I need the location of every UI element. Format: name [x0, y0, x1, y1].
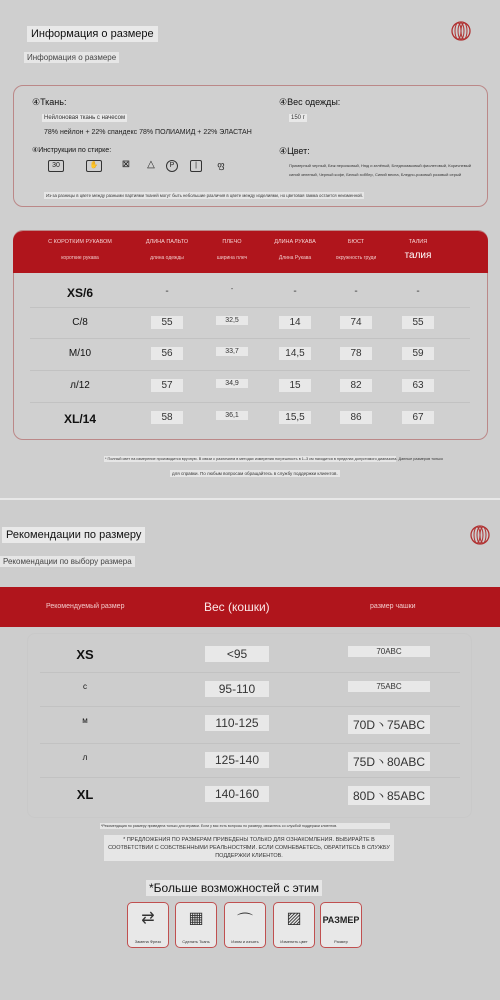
- table-header-4: БЮСТ: [347, 239, 365, 245]
- recommend-cup: 75ABC: [348, 681, 430, 692]
- table-cell: -: [293, 286, 297, 297]
- table-row-divider: [30, 307, 470, 308]
- table-cell: 56: [151, 347, 183, 360]
- table-row-size: XL/14: [63, 412, 96, 426]
- color-swatch-icon-glyph: ▨: [286, 910, 302, 927]
- table-cell: 86: [340, 411, 372, 424]
- table-cell: 14,5: [279, 347, 311, 360]
- drip-dry-icon: |: [190, 160, 202, 172]
- wash-30-icon: 30: [48, 160, 64, 172]
- no-tumble-dry-icon: ⊠: [121, 159, 131, 170]
- table-row-size: XS/6: [66, 286, 93, 300]
- table-cell: 36,1: [216, 411, 248, 420]
- fabric-label: ④Ткань:: [32, 97, 67, 107]
- table-subheader-4: окружность груди: [335, 255, 377, 261]
- table-row-divider: [30, 402, 470, 403]
- recommend-small-note: *Рекомендация по размеру приведена только для справки. Если у вас есть вопросы по размеру, свяжитесь со службой поддержки клиентов.: [100, 823, 390, 829]
- recommend-cup: 70D丶75ABC: [348, 715, 430, 734]
- table-cell: 33,7: [216, 347, 248, 356]
- table-subheader-0: короткие рукава: [61, 255, 99, 261]
- table-subheader-1: длина одежды: [150, 255, 184, 261]
- recommend-weight: <95: [205, 646, 269, 662]
- table-row-divider: [30, 370, 470, 371]
- table-cell: 34,9: [216, 379, 248, 388]
- table-row-size: M/10: [68, 348, 92, 359]
- table-header-3: ДЛИНА РУКАВА: [274, 239, 316, 245]
- table-cell: -: [165, 286, 169, 297]
- table-cell: -: [230, 286, 234, 293]
- recommend-weight: 140-160: [205, 786, 269, 802]
- recommend-weight: 125-140: [205, 752, 269, 768]
- recommend-title: Рекомендации по размеру: [2, 527, 145, 543]
- table-cell: 14: [279, 316, 311, 329]
- recommend-row-divider: [40, 706, 460, 707]
- fabric-swap-icon: [127, 902, 169, 948]
- table-cell: 67: [402, 411, 434, 424]
- recommend-cup: 75D丶80ABC: [348, 752, 430, 771]
- table-cell: -: [416, 286, 420, 297]
- recommend-size: с: [83, 682, 87, 691]
- table-row-size: C/8: [72, 317, 88, 328]
- table-cell: 57: [151, 379, 183, 392]
- coil-icon: [450, 20, 472, 42]
- bra-icon-caption: Изюм и изъять: [231, 939, 259, 944]
- bra-icon: [224, 902, 266, 948]
- no-bleach-icon: △: [147, 159, 155, 170]
- recommend-row-divider: [40, 777, 460, 778]
- recommend-size: м: [82, 716, 88, 725]
- recommend-warning: * ПРЕДЛОЖЕНИЯ ПО РАЗМЕРАМ ПРИВЕДЕНЫ ТОЛЬКО ДЛЯ ОЗНАКОМЛЕНИЯ. ВЫБИРАЙТЕ В СООТВЕТСТВИИ С СОБСТВЕННЫМИ РЕАЛЬНОСТЯМИ. ЕСЛИ СОМНЕВАЕТЕСЬ, ОБРАТИТЕСЬ В СЛУЖБУ ПОДДЕРЖКИ КЛИЕНТОВ.: [104, 835, 394, 861]
- size-icon-label: РАЗМЕР: [322, 915, 360, 925]
- weight-label: ④Вес одежды:: [279, 97, 341, 107]
- fabric-swap-icon-caption: Замена Фрезо: [134, 939, 162, 944]
- dry-clean-icon: P: [166, 160, 178, 172]
- fabric-swap-icon-glyph: ⇄: [141, 910, 155, 927]
- table-cell: 15,5: [279, 411, 311, 424]
- table-header-5: ТАЛИЯ: [408, 239, 428, 245]
- table-header-1: ДЛИНА ПАЛЬТО: [145, 239, 189, 245]
- iron-icon: ფ: [217, 160, 225, 170]
- color-swatch-icon-caption: Изменить цвет: [280, 939, 308, 944]
- hand-wash-icon: ✋: [86, 160, 102, 172]
- bra-icon-glyph: ⌒: [236, 913, 253, 930]
- size-footnote-2: для справки. По любым вопросам обращайтесь в службу поддержки клиентов.: [172, 471, 338, 476]
- size-info-title: Информация о размере: [27, 26, 158, 42]
- recommend-weight: 110-125: [205, 715, 269, 731]
- table-cell: 15: [279, 379, 311, 392]
- size-icon: [320, 902, 362, 948]
- recommend-cup: 80D丶85ABC: [348, 786, 430, 805]
- table-cell: 78: [340, 347, 372, 360]
- table-cell: 74: [340, 316, 372, 329]
- more-title: *Больше возможностей с этим: [146, 880, 322, 896]
- recommend-size: л: [82, 753, 88, 762]
- recommend-col3: размер чашки: [370, 603, 416, 610]
- table-cell: -: [354, 286, 358, 297]
- recommend-size: XL: [76, 787, 94, 802]
- recommend-col2: Вес (кошки): [204, 600, 270, 614]
- table-cell: 59: [402, 347, 434, 360]
- table-row-divider: [30, 338, 470, 339]
- recommend-cup: 70ABC: [348, 646, 430, 657]
- recommend-col1: Рекомендуемый размер: [46, 603, 125, 610]
- table-header-2: ПЛЕЧО: [222, 239, 242, 245]
- recommend-weight: 95-110: [205, 681, 269, 697]
- fabric-texture-icon: [175, 902, 217, 948]
- coil-icon: [469, 524, 491, 546]
- color-text: Примерный черный, Беж персиковый, Нюд и зелёный, Бледномаковый фиолетовый, Коричневый синий зеленый, Черный кофе, Белый хоббер, Синий весна, Бледно-розовый розовый серый: [289, 163, 472, 177]
- fabric-texture-icon-glyph: ▦: [188, 910, 204, 927]
- color-swatch-icon: [273, 902, 315, 948]
- recommend-row-divider: [40, 743, 460, 744]
- wash-label: ④Инструкции по стирке:: [32, 147, 112, 154]
- color-label: ④Цвет:: [279, 146, 310, 156]
- table-cell: 58: [151, 411, 183, 424]
- color-note: Из-за разницы в цвете между разными партиями тканей могут быть небольшие различия в цвете между изделиями, но цветовая гамма остается неизменной.: [46, 193, 363, 198]
- fabric-texture-icon-caption: Сделать Ткань: [182, 939, 210, 944]
- table-subheader-3: Длина Рукава: [278, 255, 312, 261]
- size-footnote-1: * Полный свет на измерение производится вручную. В связи с различием в методах измерения погрешность в 1–3 см находится в пределах допустимого диапазона. Данные размеров только: [105, 457, 443, 461]
- fabric-line2: 78% нейлон + 22% спандекс 78% ПОЛИАМИД + 22% ЭЛАСТАН: [44, 129, 252, 136]
- table-cell: 32,5: [216, 316, 248, 325]
- recommend-section: [0, 500, 500, 1000]
- recommend-row-divider: [40, 672, 460, 673]
- table-cell: 55: [151, 316, 183, 329]
- fabric-line1: Нейлоновая ткань с начесом: [44, 115, 126, 121]
- recommend-subtitle: Рекомендации по выбору размера: [0, 556, 135, 567]
- size-info-subtitle: Информация о размере: [24, 52, 119, 63]
- table-cell: 82: [340, 379, 372, 392]
- recommend-size: XS: [76, 647, 94, 662]
- table-cell: 55: [402, 316, 434, 329]
- size-icon-caption: Размер: [334, 939, 348, 944]
- table-header-0: С КОРОТКИМ РУКАВОМ: [48, 239, 112, 245]
- table-subheader-5: талия: [404, 250, 432, 261]
- weight-value: 150 г: [291, 115, 305, 121]
- table-cell: 63: [402, 379, 434, 392]
- table-subheader-2: ширина плеч: [216, 255, 248, 261]
- table-row-size: л/12: [70, 380, 90, 391]
